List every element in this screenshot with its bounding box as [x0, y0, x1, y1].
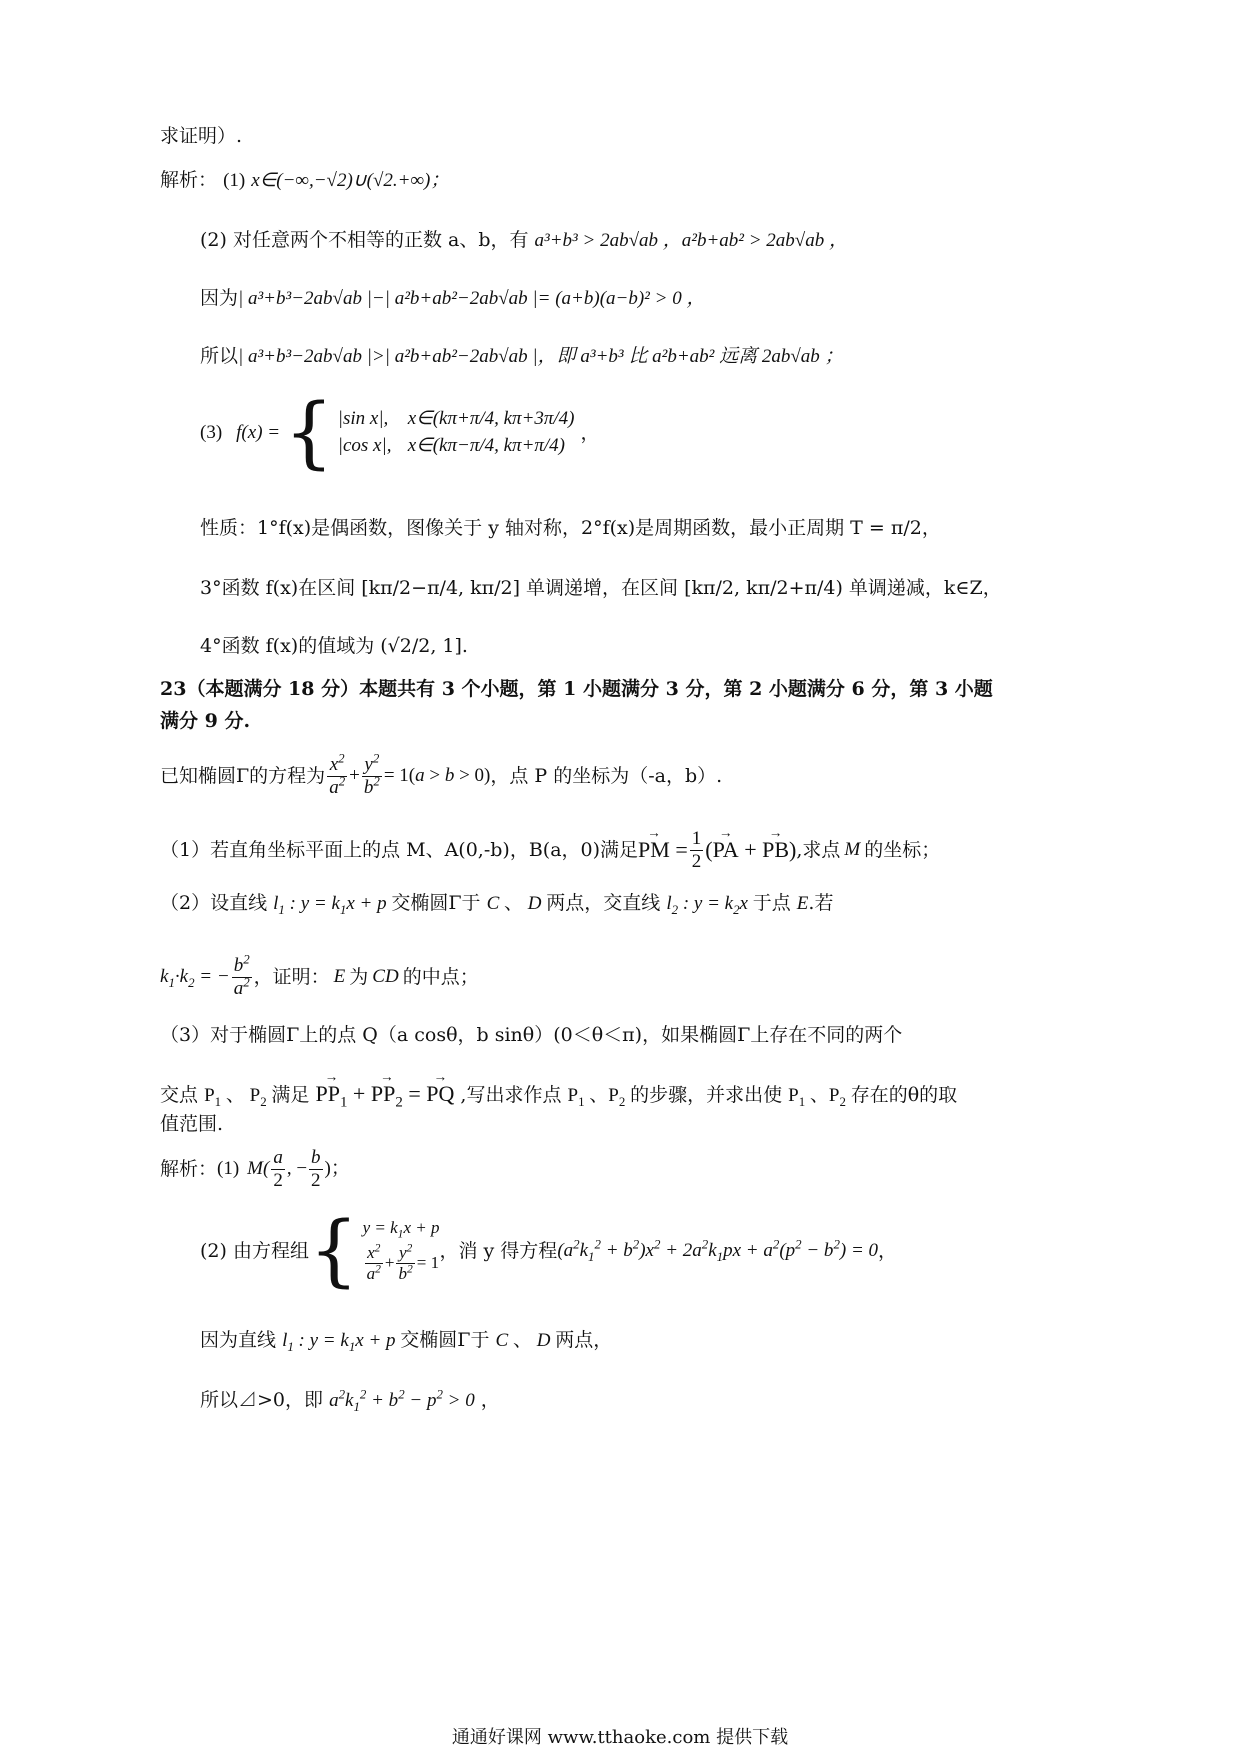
text: ,写出求作点	[460, 1084, 562, 1106]
formula: a³+b³ > 2ab√ab ，a²b+ab² > 2ab√ab ，	[534, 230, 848, 251]
text: (2) 由方程组	[200, 1239, 309, 1262]
q23-part2: （2）设直线 $l_1$ : $y = k_1x + p$ 交椭圆Γ于 C 、 D 两点，交直线 $l_2$ : $y = k_2x$ 于点 E.若	[160, 892, 834, 917]
fraction: $\frac{b}{2}$	[311, 1147, 321, 1191]
text: ,求点	[796, 838, 841, 861]
case2-domain: x∈(kπ−π/4, kπ+π/4)	[407, 435, 566, 456]
fraction: $\frac{1}{2}$	[691, 828, 702, 872]
p22-part2-line1	[200, 230, 848, 252]
fraction: $\frac{x^2}{a^2}$	[329, 750, 346, 798]
p22-part2-so	[200, 346, 844, 368]
text: 于点	[752, 892, 791, 914]
text: 所以	[200, 345, 239, 367]
fraction: $\frac{a}{2}$	[273, 1147, 283, 1191]
text: 为	[349, 965, 369, 988]
q23-part3-line1: （3）对于椭圆Γ上的点 Q（a cosθ，b sinθ）(0＜θ＜π)，如果椭圆Γ上存在不同的两个	[160, 1024, 903, 1046]
text: 、	[504, 892, 524, 914]
p22-prop4: 4°函数 f(x)的值域为 (√2/2, 1].	[200, 635, 468, 657]
solution-label: 解析：	[160, 1157, 218, 1180]
text: 已知椭圆Γ的方程为	[160, 764, 326, 787]
text: （2）设直线	[160, 892, 268, 914]
q23-answer-2-so: 所以⊿>0，即 $a^2k_1^2 + b^2 - p^2 > 0$ ，	[200, 1386, 500, 1414]
q23-part2-condition: $k_1\cdot k_2$ = − $\frac{b^2}{a^2}$ ，证明： E 为 CD 的中点；	[160, 951, 479, 999]
text: 的中点；	[402, 965, 479, 988]
text: ，消 y 得方程	[439, 1239, 558, 1262]
q23-answer-1: 解析： (1) M( $\frac{a}{2}$ , − $\frac{b}{2}$ )；	[160, 1147, 350, 1191]
text: 的步骤，并求出使	[630, 1084, 783, 1106]
fraction: $\frac{y^2}{b^2}$	[363, 750, 380, 798]
system-brace: { $y = k_1x + p$ $\frac{x^2}{a^2}$ + $\frac{y^2}{b^2}$ = 1	[308, 1206, 440, 1296]
text: （1）若直角坐标平面上的点 M、A(0,-b)，B(a，0)满足	[160, 838, 639, 861]
fraction: $\frac{b^2}{a^2}$	[233, 951, 250, 999]
q23-part3-line2: 交点 $P_1$ 、 $P_2$ 满足 → $PP_1$ + → $PP_2$ = → PQ ,写出求作点 $P_1$ 、$P_2$ 的步骤，并求出使 $P_1$ 、$P_2$ 存在的θ的取	[160, 1082, 957, 1107]
text: 两点，	[555, 1329, 613, 1351]
page-footer: 通通好课网 www.tthaoke.com 提供下载	[451, 1727, 789, 1748]
case2-expr: |cos x|,	[337, 435, 392, 456]
q23-answer-2-because: 因为直线 $l_1$ : $y = k_1x + p$ 交椭圆Γ于 C 、 D 两点，	[200, 1329, 613, 1354]
p22-part2-because	[200, 288, 705, 310]
text: ，证明：	[253, 965, 330, 988]
text: 因为	[200, 287, 239, 309]
q23-part3-line3: 值范围.	[160, 1113, 224, 1135]
text: (2) 对任意两个不相等的正数 a、b，有	[200, 229, 529, 251]
piecewise-brace: { |sin x|, x∈(kπ+π/4, kπ+3π/4) |cos x|, x∈(kπ−π/4, kπ+π/4)	[284, 388, 575, 478]
part-number: (1)	[223, 170, 246, 191]
text: 因为直线	[200, 1329, 277, 1351]
p22-prop1: 性质：1°f(x)是偶函数，图像关于 y 轴对称，2°f(x)是周期函数，最小正周期 T = π/2，	[200, 517, 941, 539]
text: 所以⊿>0，即	[200, 1389, 324, 1411]
formula: | a³+b³−2ab√ab |>| a²b+ab²−2ab√ab |，即 a³+b³ 比 a²b+ab² 远离 2ab√ab ；	[238, 346, 844, 367]
q23-header-2: 满分 9 分.	[160, 710, 251, 732]
function-label: f(x) =	[236, 421, 281, 443]
formula: | a³+b³−2ab√ab |−| a²b+ab²−2ab√ab |= (a+b)(a−b)² > 0 ，	[238, 288, 706, 309]
continued-text: 求证明）.	[160, 125, 243, 147]
text: 的坐标；	[864, 838, 941, 861]
text: 两点，交直线	[546, 892, 661, 914]
q23-stem: 已知椭圆Γ的方程为 $\frac{x^2}{a^2}$ + $\frac{y^2}{b^2}$ = 1(a > b > 0) ，点 P 的坐标为（-a，b）.	[160, 750, 723, 798]
text: 交椭圆Γ于	[400, 1329, 490, 1351]
p22-part3-piecewise: (3) f(x) = { |sin x|, x∈(kπ+π/4, kπ+3π/4) |cos x|, x∈(kπ−π/4, kπ+π/4) ，	[200, 388, 600, 478]
q23-part1: （1）若直角坐标平面上的点 M、A(0,-b)，B(a，0)满足 → PM = $\frac{1}{2}$ (→ PA + → PB) ,求点 M 的坐标；	[160, 828, 940, 873]
part-number: (1)	[217, 1157, 240, 1179]
text: 存在的θ的取	[850, 1084, 958, 1106]
text: ，点 P 的坐标为（-a，b）.	[490, 764, 723, 787]
case1-domain: x∈(kπ+π/4, kπ+3π/4)	[407, 408, 575, 430]
text: 交椭圆Γ于	[391, 892, 481, 914]
text: 、	[225, 1084, 245, 1106]
part-number: (3)	[200, 421, 223, 443]
text: 交点	[160, 1084, 199, 1106]
text: .若	[808, 892, 834, 914]
case1-expr: |sin x|,	[337, 408, 389, 430]
p22-answer-1	[160, 170, 449, 192]
formula: x∈(−∞,−√2)∪(√2.+∞)；	[251, 170, 450, 191]
text: 满足	[271, 1084, 310, 1106]
p22-prop3: 3°函数 f(x)在区间 [kπ/2−π/4, kπ/2] 单调递增，在区间 [kπ/2, kπ/2+π/4) 单调递减，k∈Z，	[200, 577, 1002, 599]
q23-header-1: 23（本题满分 18 分）本题共有 3 个小题，第 1 小题满分 3 分，第 2 小题满分 6 分，第 3 小题	[160, 678, 993, 700]
solution-label: 解析：	[160, 169, 218, 191]
q23-answer-2: (2) 由方程组 { $y = k_1x + p$ $\frac{x^2}{a^2}$ + $\frac{y^2}{b^2}$ = 1 ，消 y 得方程 $(a^2k_1^2 + b^2)x^2 + 2a^2k_1px + a^2(p^2 - b^2) = 0$ ，	[200, 1206, 898, 1296]
